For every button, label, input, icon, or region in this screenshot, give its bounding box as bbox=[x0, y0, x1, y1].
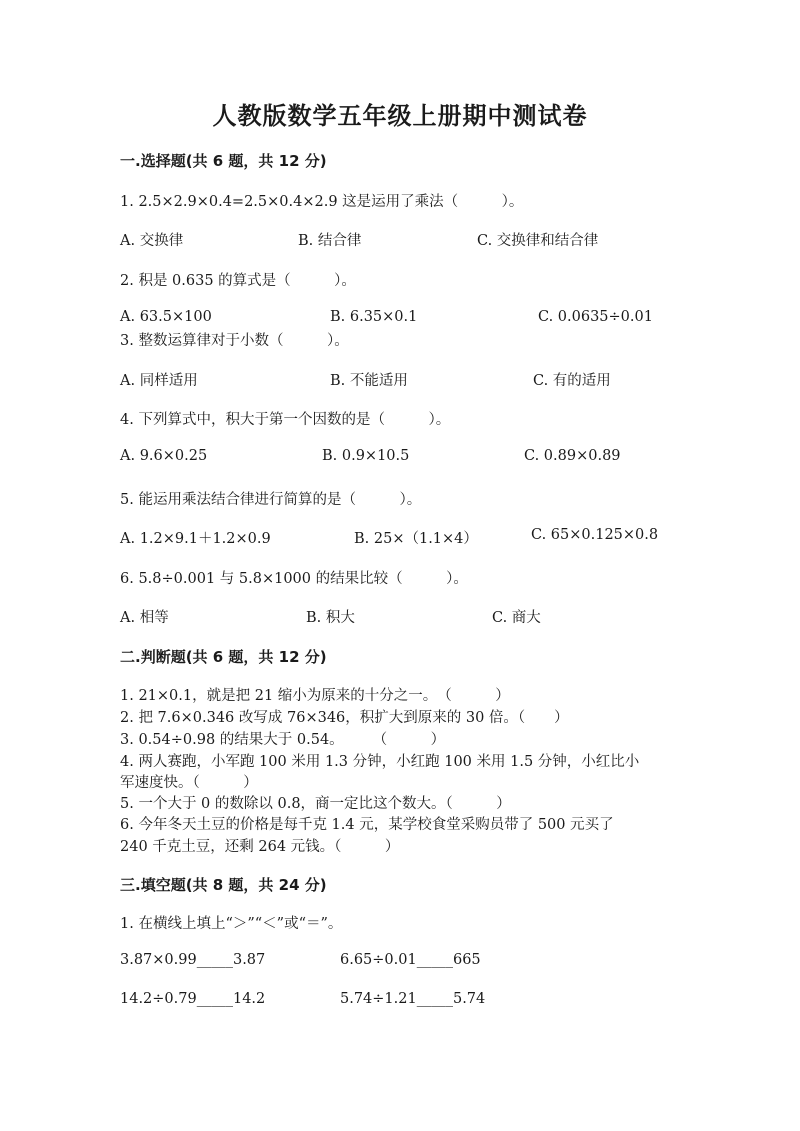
option-a: A. 同样适用 bbox=[120, 373, 198, 389]
judgment-line: 军速度快。（ ） bbox=[120, 775, 258, 791]
option-c: C. 有的适用 bbox=[533, 373, 611, 389]
question-stem: 1. 2.5×2.9×0.4=2.5×0.4×2.9 这是运用了乘法（ ）。 bbox=[120, 194, 524, 210]
question-stem: 2. 积是 0.635 的算式是（ ）。 bbox=[120, 273, 356, 289]
fill-item: 6.65÷0.01_____665 bbox=[340, 952, 481, 968]
option-b: B. 6.35×0.1 bbox=[330, 309, 418, 325]
option-c: C. 商大 bbox=[492, 610, 541, 626]
option-c: C. 交换律和结合律 bbox=[477, 233, 599, 249]
question-stem: 6. 5.8÷0.001 与 5.8×1000 的结果比较（ ）。 bbox=[120, 571, 468, 587]
judgment-line: 4. 两人赛跑，小军跑 100 米用 1.3 分钟，小红跑 100 米用 1.5 分钟，小红比小 bbox=[120, 754, 640, 770]
question-stem: 1. 在横线上填上“＞”“＜”或“＝”。 bbox=[120, 916, 343, 932]
option-a: A. 1.2×9.1＋1.2×0.9 bbox=[120, 531, 271, 547]
fill-item: 3.87×0.99_____3.87 bbox=[120, 952, 266, 968]
judgment-line: 6. 今年冬天土豆的价格是每千克 1.4 元，某学校食堂采购员带了 500 元买了 bbox=[120, 817, 614, 833]
section-heading-choice: 一.选择题(共 6 题，共 12 分) bbox=[120, 152, 327, 170]
option-a: A. 相等 bbox=[120, 610, 169, 626]
fill-item: 5.74÷1.21_____5.74 bbox=[340, 991, 486, 1007]
option-c: C. 0.0635÷0.01 bbox=[538, 309, 653, 325]
option-a: A. 63.5×100 bbox=[120, 309, 212, 325]
judgment-line: 5. 一个大于 0 的数除以 0.8，商一定比这个数大。（ ） bbox=[120, 796, 511, 812]
judgment-line: 3. 0.54÷0.98 的结果大于 0.54。 （ ） bbox=[120, 732, 446, 748]
option-b: B. 25×（1.1×4） bbox=[354, 531, 478, 547]
question-stem: 4. 下列算式中，积大于第一个因数的是（ ）。 bbox=[120, 412, 451, 428]
question-stem: 3. 整数运算律对于小数（ ）。 bbox=[120, 333, 349, 349]
judgment-line: 240 千克土豆，还剩 264 元钱。（ ） bbox=[120, 839, 400, 855]
question-stem: 5. 能运用乘法结合律进行简算的是（ ）。 bbox=[120, 492, 422, 508]
option-b: B. 不能适用 bbox=[330, 373, 408, 389]
option-c: C. 65×0.125×0.8 bbox=[531, 527, 659, 543]
page-title: 人教版数学五年级上册期中测试卷 bbox=[212, 102, 588, 130]
judgment-line: 2. 把 7.6×0.346 改写成 76×346，积扩大到原来的 30 倍。（ ） bbox=[120, 710, 569, 726]
option-b: B. 0.9×10.5 bbox=[322, 448, 410, 464]
option-b: B. 结合律 bbox=[298, 233, 362, 249]
judgment-line: 1. 21×0.1，就是把 21 缩小为原来的十分之一。 （ ） bbox=[120, 688, 510, 704]
option-a: A. 9.6×0.25 bbox=[120, 448, 208, 464]
section-heading-fill: 三.填空题(共 8 题，共 24 分) bbox=[120, 876, 327, 894]
option-a: A. 交换律 bbox=[120, 233, 184, 249]
option-c: C. 0.89×0.89 bbox=[524, 448, 621, 464]
section-heading-judgment: 二.判断题(共 6 题，共 12 分) bbox=[120, 648, 327, 666]
fill-item: 14.2÷0.79_____14.2 bbox=[120, 991, 266, 1007]
option-b: B. 积大 bbox=[306, 610, 355, 626]
